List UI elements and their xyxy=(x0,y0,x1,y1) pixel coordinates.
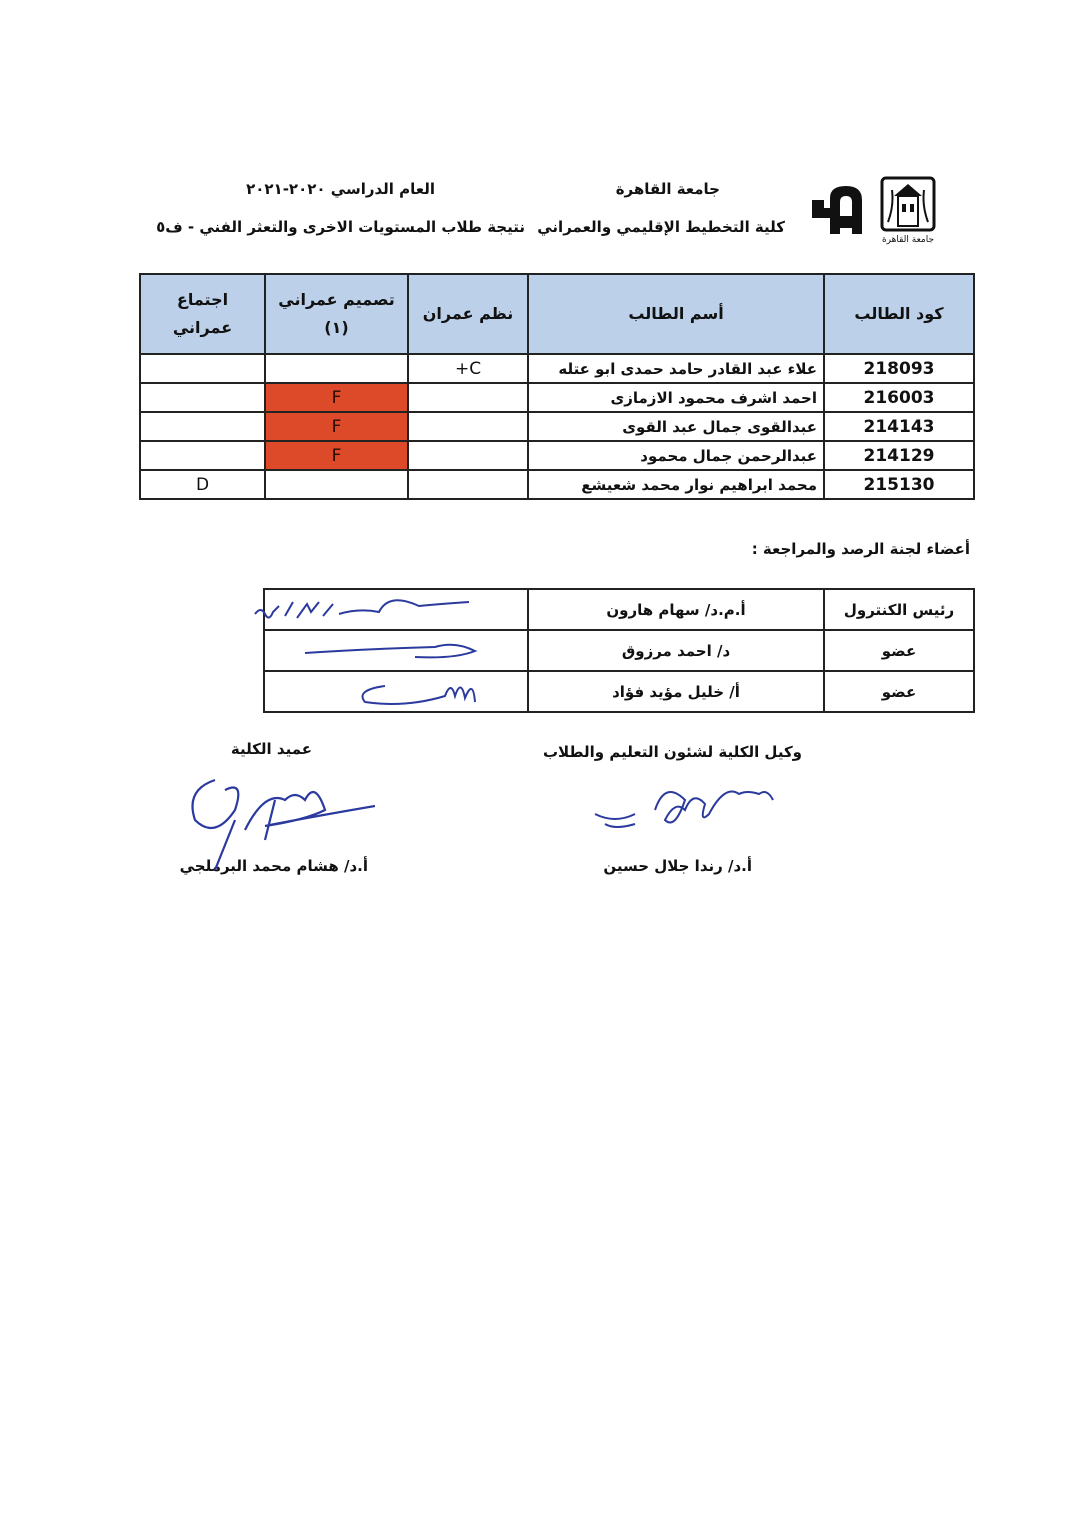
committee-role: عضو xyxy=(824,671,974,712)
grade-tasmeem xyxy=(265,354,408,383)
student-code: 218093 xyxy=(824,354,974,383)
grade-nozom xyxy=(408,441,528,470)
grade-egtemaa xyxy=(140,441,265,470)
signature-cell xyxy=(264,671,528,712)
vice-dean-title: وكيل الكلية لشئون التعليم والطلاب xyxy=(542,743,802,761)
vice-dean-name: أ.د/ رندا جلال حسين xyxy=(603,857,752,875)
table-row xyxy=(140,441,974,470)
results-table xyxy=(139,273,975,500)
grade-nozom xyxy=(408,470,528,499)
table-row xyxy=(264,630,974,671)
col-egtemaa-omrani: اجتماع عمراني xyxy=(140,274,265,354)
committee-member-name: د/ احمد مرزوق xyxy=(528,630,824,671)
academic-year: العام الدراسي ٢٠٢٠-٢٠٢١ xyxy=(246,180,435,198)
vice-dean-signature-icon xyxy=(585,780,795,850)
committee-member-name: أ/ خليل مؤيد فؤاد xyxy=(528,671,824,712)
committee-role: عضو xyxy=(824,630,974,671)
grade-nozom xyxy=(408,383,528,412)
grade-tasmeem xyxy=(265,470,408,499)
results-header-row xyxy=(140,274,974,354)
col-tasmeem-omrani: تصميم عمراني (١) xyxy=(265,274,408,354)
grade-egtemaa: D xyxy=(140,470,265,499)
col-student-name: أسم الطالب xyxy=(528,274,824,354)
col-student-code: كود الطالب xyxy=(824,274,974,354)
signature-cell xyxy=(264,630,528,671)
grade-tasmeem-fail: F xyxy=(265,383,408,412)
result-title: نتيجة طلاب المستويات الاخرى والتعثر الفني - ف٥ xyxy=(156,218,525,236)
student-name: محمد ابراهيم نوار محمد شعيشع xyxy=(528,470,824,499)
seal-text: جامعة القاهرة xyxy=(881,235,935,245)
student-name: عبدالقوى جمال عبد القوى xyxy=(528,412,824,441)
signature-icon xyxy=(295,633,515,669)
dean-signature-icon xyxy=(175,760,375,880)
dean-title: عميد الكلية xyxy=(230,740,312,758)
student-code: 214129 xyxy=(824,441,974,470)
faculty-logo-icon xyxy=(810,178,872,240)
student-code: 215130 xyxy=(824,470,974,499)
grade-nozom: C+ xyxy=(408,354,528,383)
table-row xyxy=(264,671,974,712)
signature-icon xyxy=(245,590,545,630)
committee-role: رئيس الكنترول xyxy=(824,589,974,630)
grade-nozom xyxy=(408,412,528,441)
grade-egtemaa xyxy=(140,383,265,412)
grade-tasmeem-fail: F xyxy=(265,412,408,441)
student-name: احمد اشرف محمود الازمازى xyxy=(528,383,824,412)
grade-tasmeem-fail: F xyxy=(265,441,408,470)
student-name: علاء عبد القادر حامد حمدى ابو عتله xyxy=(528,354,824,383)
university-name: جامعة القاهرة xyxy=(615,180,720,198)
table-row xyxy=(140,470,974,499)
signature-icon xyxy=(345,672,505,712)
committee-member-name: أ.م.د/ سهام هارون xyxy=(528,589,824,630)
student-name: عبدالرحمن جمال محمود xyxy=(528,441,824,470)
student-code: 216003 xyxy=(824,383,974,412)
table-row xyxy=(140,412,974,441)
grade-egtemaa xyxy=(140,354,265,383)
table-row xyxy=(140,383,974,412)
committee-table xyxy=(263,588,975,713)
signature-cell xyxy=(264,589,528,630)
dean-name: أ.د/ هشام محمد البرملجي xyxy=(179,857,368,875)
col-nozom-omran: نظم عمران xyxy=(408,274,528,354)
committee-title: أعضاء لجنة الرصد والمراجعة : xyxy=(751,540,970,558)
faculty-name: كلية التخطيط الإقليمي والعمراني xyxy=(537,218,785,236)
table-row xyxy=(264,589,974,630)
university-seal-icon xyxy=(880,176,936,246)
grade-egtemaa xyxy=(140,412,265,441)
student-code: 214143 xyxy=(824,412,974,441)
table-row xyxy=(140,354,974,383)
